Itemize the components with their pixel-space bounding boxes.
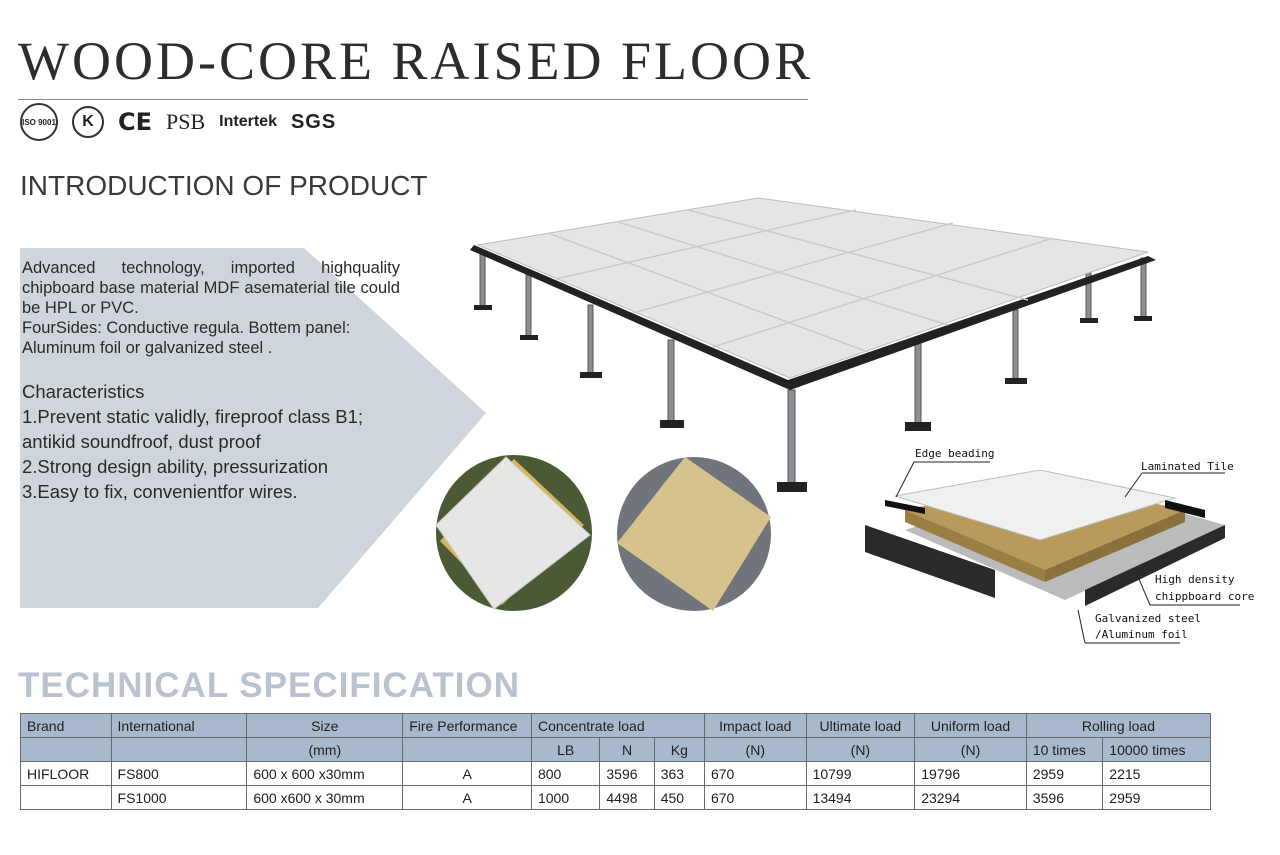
header-fire: Fire Performance bbox=[403, 714, 532, 738]
subheader-empty bbox=[21, 738, 112, 762]
subheader-uniform-unit: (N) bbox=[915, 738, 1027, 762]
cell-brand bbox=[21, 786, 112, 810]
cell-fire: A bbox=[403, 762, 532, 786]
header-impact: Impact load bbox=[704, 714, 806, 738]
intro-heading: INTRODUCTION OF PRODUCT bbox=[20, 170, 428, 201]
table-row bbox=[21, 762, 1211, 786]
header-rolling: Rolling load bbox=[1026, 714, 1210, 738]
header-concentrate: Concentrate load bbox=[531, 714, 704, 738]
header-international: International bbox=[111, 714, 247, 738]
characteristic-item: 1.Prevent static validly, fireproof class B1; antikid soundfroof, dust proof bbox=[22, 406, 364, 452]
intro-description: Advanced technology, imported highquality chipboard base material MDF asematerial tile could be HPL or PVC. bbox=[22, 259, 400, 317]
ce-mark-logo: CE bbox=[118, 108, 153, 136]
cell-international: FS1000 bbox=[111, 786, 247, 810]
sgs-logo: SGS bbox=[290, 110, 337, 133]
cell-rolling-10: 3596 bbox=[1026, 786, 1102, 810]
characteristics-heading: Characteristics bbox=[22, 381, 145, 402]
subheader-empty bbox=[111, 738, 247, 762]
cell-ultimate: 13494 bbox=[806, 786, 915, 810]
table-header-row bbox=[21, 714, 1211, 738]
cell-n: 4498 bbox=[600, 786, 654, 810]
kc-mark-logo bbox=[72, 106, 104, 138]
iso9001-logo-text: ISO 9001 bbox=[22, 117, 56, 127]
cell-uniform: 19796 bbox=[915, 762, 1027, 786]
cell-kg: 363 bbox=[654, 762, 704, 786]
cell-impact: 670 bbox=[704, 786, 806, 810]
cell-rolling-10000: 2215 bbox=[1103, 762, 1211, 786]
table-row bbox=[21, 786, 1211, 810]
subheader-impact-unit: (N) bbox=[704, 738, 806, 762]
intro-description-sides: FourSides: Conductive regula. Bottem panel: Aluminum foil or galvanized steel . bbox=[22, 319, 351, 357]
chipboard-core-label-line2: chippboard core bbox=[1155, 590, 1255, 603]
edge-beading-label: Edge beading bbox=[915, 447, 995, 460]
title-divider bbox=[18, 99, 808, 100]
subheader-n: N bbox=[600, 738, 654, 762]
characteristic-item: 3.Easy to fix, convenientfor wires. bbox=[22, 481, 298, 502]
kc-mark-logo-text: K bbox=[82, 113, 94, 130]
cell-international: FS800 bbox=[111, 762, 247, 786]
hpl-tile-sample-photo bbox=[434, 453, 594, 613]
cell-brand: HIFLOOR bbox=[21, 762, 112, 786]
cell-uniform: 23294 bbox=[915, 786, 1027, 810]
cell-kg: 450 bbox=[654, 786, 704, 810]
header-uniform: Uniform load bbox=[915, 714, 1027, 738]
cell-n: 3596 bbox=[600, 762, 654, 786]
subheader-kg: Kg bbox=[654, 738, 704, 762]
subheader-size-unit: (mm) bbox=[247, 738, 403, 762]
galvanized-steel-label-line2: /Aluminum foil bbox=[1095, 628, 1188, 641]
iso9001-logo bbox=[20, 103, 58, 141]
header-ultimate: Ultimate load bbox=[806, 714, 915, 738]
cell-size: 600 x600 x 30mm bbox=[247, 786, 403, 810]
pvc-tile-sample-photo bbox=[615, 455, 773, 613]
header-size: Size bbox=[247, 714, 403, 738]
cell-lb: 1000 bbox=[531, 786, 599, 810]
spec-table bbox=[20, 713, 1211, 810]
cell-size: 600 x 600 x30mm bbox=[247, 762, 403, 786]
cell-fire: A bbox=[403, 786, 532, 810]
table-subheader-row bbox=[21, 738, 1211, 762]
subheader-lb: LB bbox=[531, 738, 599, 762]
subheader-rolling-10000: 10000 times bbox=[1103, 738, 1211, 762]
intro-text-block bbox=[22, 258, 400, 504]
certification-logos bbox=[20, 104, 336, 140]
header-brand: Brand bbox=[21, 714, 112, 738]
subheader-empty bbox=[403, 738, 532, 762]
cell-ultimate: 10799 bbox=[806, 762, 915, 786]
cell-rolling-10000: 2959 bbox=[1103, 786, 1211, 810]
characteristic-item: 2.Strong design ability, pressurization bbox=[22, 456, 329, 477]
cell-lb: 800 bbox=[531, 762, 599, 786]
spec-heading: TECHNICAL SPECIFICATION bbox=[18, 666, 520, 705]
cell-impact: 670 bbox=[704, 762, 806, 786]
subheader-ultimate-unit: (N) bbox=[806, 738, 915, 762]
page-title: WOOD-CORE RAISED FLOOR bbox=[18, 31, 813, 91]
intertek-logo: Intertek bbox=[219, 113, 277, 130]
cell-rolling-10: 2959 bbox=[1026, 762, 1102, 786]
callout-lines bbox=[880, 455, 1240, 655]
subheader-rolling-10: 10 times bbox=[1026, 738, 1102, 762]
galvanized-steel-label-line1: Galvanized steel bbox=[1095, 612, 1201, 625]
chipboard-core-label-line1: High density bbox=[1155, 573, 1235, 586]
psb-logo: PSB bbox=[166, 109, 206, 134]
laminated-tile-label: Laminated Tile bbox=[1141, 460, 1234, 473]
